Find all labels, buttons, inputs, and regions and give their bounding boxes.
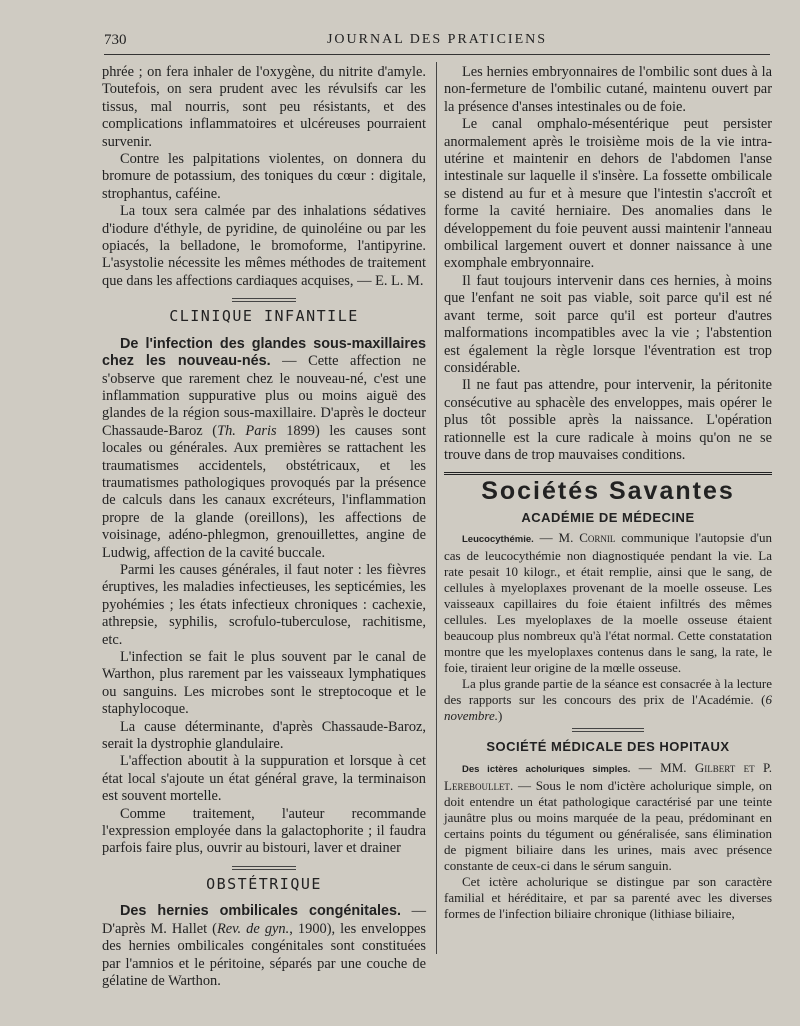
text-run: — D'après M. Hallet ( — [102, 903, 426, 937]
right-column — [444, 64, 772, 922]
article-paragraph — [444, 530, 772, 676]
text-run: — M. — [533, 530, 580, 546]
paragraph: Comme traitement, l'auteur recommande l'expression employée dans la galactophorite ; il faudra parfois faire plus, ouvrir au bistouri, laver et drainer — [102, 805, 426, 857]
section-rule — [444, 472, 772, 475]
section-rule — [572, 728, 644, 732]
societe-medicale-heading: SOCIÉTÉ MÉDICALE DES HOPITAUX — [486, 739, 730, 755]
academie-heading: ACADÉMIE DE MÉDECINE — [521, 509, 695, 525]
page-number: 730 — [104, 32, 127, 48]
text-run: , 1900), les enveloppes des hernies ombilicales congénitales sont constituées par l'amnios et le péritoine, séparés par une couche de gélatine de Warthon. — [102, 920, 427, 989]
paragraph: La toux sera calmée par des inhalations sédatives d'iodure d'éthyle, de pyridine, de quinoléine ou par les opiacés, la belladone, le bromoforme, l'antipyrine. L'asystolie nécessite les mêmes méthodes de traitement que dans les affections cardiaques acquises, — E. L. M. — [102, 203, 426, 289]
paragraph: L'infection se fait le plus souvent par le canal de Warthon, plus rarement par les vaisseaux lymphatiques ou sanguins. Les microbes sont le streptocoque et le staphylocoque. — [102, 649, 426, 718]
section-heading-clinique: CLINIQUE INFANTILE — [169, 307, 359, 326]
paragraph: Il faut toujours intervenir dans ces hernies, à moins que l'enfant ne soit pas viable, soit parce qu'il est né avant terme, soit parce qu'il est porteur d'autres malformations incompatibles avec la vie ; l'abstention est également la règle lorsque l'éventration est trop considérable. — [444, 272, 772, 376]
text-run: La plus grande partie de la séance est consacrée à la lecture des rapports sur les concours des prix de l'Académie. ( — [444, 676, 772, 708]
section-rule — [232, 298, 296, 302]
text-run: — MM. — [630, 759, 695, 775]
column-divider — [436, 62, 437, 954]
societes-heading: Sociétés Savantes — [481, 477, 735, 506]
article-title: Des hernies ombilicales congénitales. — [120, 903, 401, 920]
article-title: Des ictères acholuriques simples. — [462, 763, 631, 775]
author-name: Cornil — [579, 530, 616, 546]
article-paragraph — [444, 760, 772, 874]
paragraph: L'affection aboutit à la suppuration et lorsque à cet état local s'ajoute un état général grave, la terminaison est souvent mortelle. — [102, 753, 426, 805]
article-paragraph — [102, 903, 426, 990]
article-paragraph — [102, 336, 426, 562]
author-names: Gilbert et P. Lereboullet — [444, 759, 772, 793]
section-rule — [232, 866, 296, 870]
text-run: — Cette affection ne s'observe que rarement chez le nouveau-né, c'est une inflammation suppurative plus ou moins aiguë des glandes de la région sous-maxillaire. D'après le docteur Chassaude-Baroz ( — [102, 353, 426, 439]
paragraph: Parmi les causes générales, il faut noter : les fièvres éruptives, les maladies infectieuses, les septicémies, les pyohémies ; les états infectieux chroniques : cachexie, athrepsie, syphilis, scrofulo-tuberculose, rachitisme, etc. — [102, 561, 426, 648]
text-run: communique l'autopsie d'un cas de leucocythémie non diagnostiquée pendant la vie. La rate pesait 10 kilogr., et était remplie, ainsi que le sang, de cellules à myeloplaxes provenant de la moelle osseuse. Les vaisseaux capillaires du foie étaient infiltrés des mêmes cellules. Les myeloplaxes de la moelle osseuse étaient beaucoup plus nombreux qu'à l'état normal. Cette constatation montre que les myeloplaxes contenus dans le sang, la rate, le foie, tiraient leur origine de la mœlle osseuse. — [444, 530, 773, 676]
paragraph: Contre les palpitations violentes, on donnera du bromure de potassium, des toniques du cœur : digitale, strophantus, caféine. — [102, 151, 426, 202]
article-title: De l'infection des glandes sous-maxillaires chez les nouveau-nés. — [102, 335, 426, 370]
text-run: 1899) les causes sont locales ou générales. Aux premières se rattachent les traumatismes accidentels, obstétricaux, et les traumatismes pathologiques provoqués par la présence de calculs dans les canaux excréteurs, l'inflammation propre de la glande (oreillons), les affections de voisinage, adéno-phlegmon, grenouillettes, angine de Ludwig, affection de la cavité buccale. — [102, 422, 426, 561]
text-run: ) — [498, 708, 503, 724]
left-column — [102, 64, 426, 990]
text-run: . — Sous le nom d'ictère acholurique simple, on doit entendre un état pathologique caractérisé par une teinte jaunâtre plus ou moins marquée de la peau, prédominant en certains points du tégument ou généralisée, sans élimination de pigment biliaire dans les urines, mais avec présence constante de ceux-ci dans le sérum sanguin. — [444, 777, 772, 873]
date: 6 novembre. — [444, 692, 772, 724]
paragraph — [444, 676, 772, 724]
paragraph: Il ne faut pas attendre, pour intervenir, la péritonite consécutive au sphacèle des enveloppes, mais opérer le plus tôt possible après la naissance. L'opération rationnelle est la cure radicale à moins qu'on ne se trouve dans de trop mauvaises conditions. — [444, 377, 772, 463]
section-heading-obstetrique: OBSTÉTRIQUE — [206, 874, 322, 893]
page-header — [104, 28, 770, 55]
article-title: Leucocythémie. — [462, 534, 534, 546]
paragraph: Les hernies embryonnaires de l'ombilic sont dues à la non-fermeture de l'ombilic cutané, maintenu ouvert par la présence d'anses intestinales ou de foie. — [444, 64, 772, 115]
paragraph: Cet ictère acholurique se distingue par son caractère familial et héréditaire, et par sa parenté avec les diverses formes de l'infection biliaire chronique (lithiase biliaire, — [444, 873, 772, 921]
citation: Rev. de gyn. — [216, 920, 290, 937]
paragraph: La cause déterminante, d'après Chassaude-Baroz, serait la dystrophie glandulaire. — [102, 718, 426, 753]
paragraph: Le canal omphalo-mésentérique peut persister anormalement après le troisième mois de la vie intra-utérine et maintenir en dehors de l'abdomen l'anse intestinale sur laquelle il s'insère. La fossette ombilicale se distend au fur et à mesure que l'intestin s'accroît et forme la cavité herniaire. Des anomalies dans le développement du foie peuvent aussi maintenir l'anneau ombilical largement ouvert et donner naissance à une exomphale embryonnaire. — [444, 116, 772, 272]
citation: Th. Paris — [217, 422, 277, 439]
running-title: JOURNAL DES PRATICIENS — [326, 32, 548, 47]
paragraph: phrée ; on fera inhaler de l'oxygène, du nitrite d'amyle. Toutefois, on sera prudent avec les révulsifs car les tissus, mal nourris, sont peu résistants, et des complications inflammatoires et ulcéreuses pourraient survenir. — [102, 64, 426, 150]
